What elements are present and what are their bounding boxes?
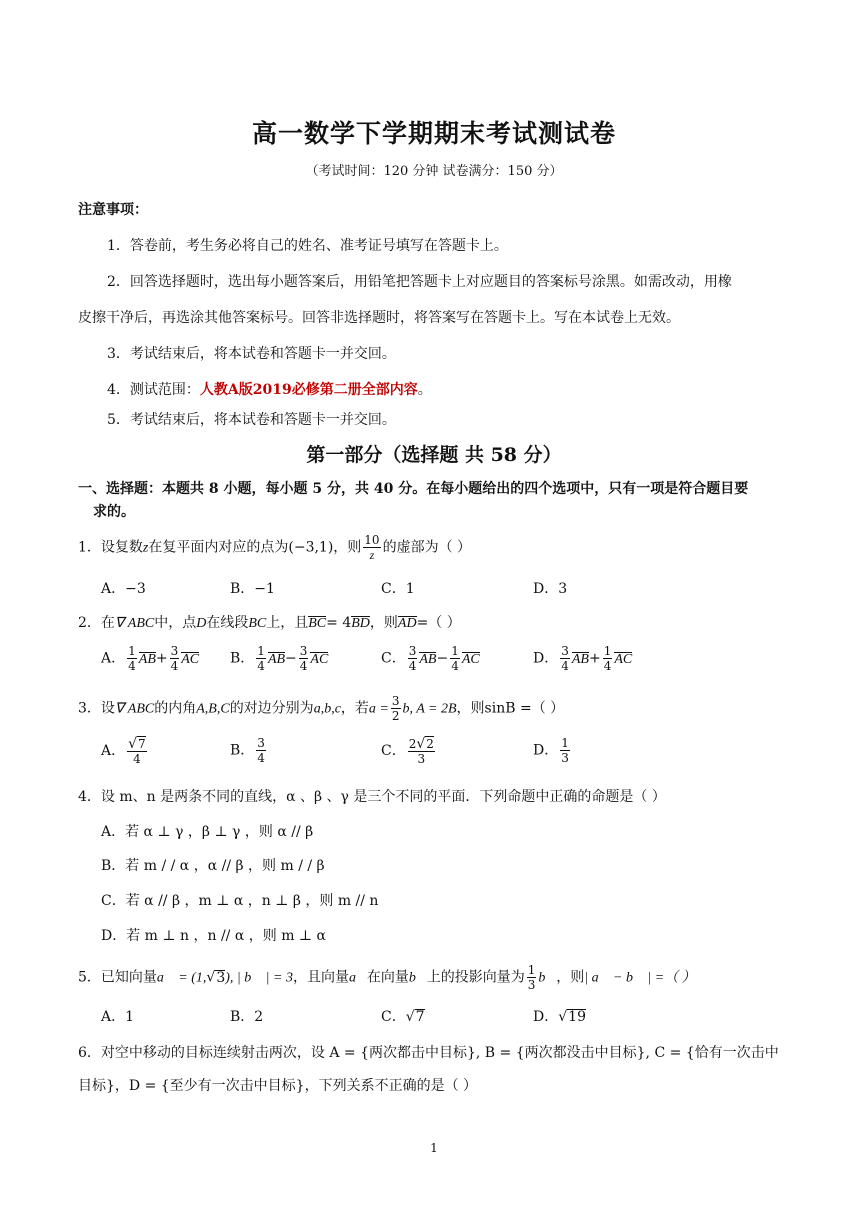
q1-option-a: A．−3 [101,581,146,597]
question-5-stem: 5．已知向量a⃗ = (1,√3), | b⃗ | = 3，且向量a⃗在向量b⃗上的投影向量为 $\frac{1}{3}$ b⃗，则| a⃗ − b⃗ | =（ ） [78,963,696,992]
q2-option-b: B． $\frac{1}{4}$ AB− $\frac{3}{4}$ AC [230,644,329,673]
q3-option-d: D． $\frac{1}{3}$ [533,736,569,765]
notice-item-4 [107,379,432,399]
q3-option-c: C． $\frac{2√2}{3}$ [381,736,434,766]
notice-item-2: 2．回答选择题时，选出每小题答案后，用铅笔把答题卡上对应题目的答案标号涂黑。如需改动，用橡 [107,274,732,290]
notice-heading: 注意事项： [78,202,148,218]
q1-var-z: z [142,540,149,556]
q2-option-d: D． $\frac{3}{4}$ AB+ $\frac{1}{4}$ AC [533,644,633,673]
question-2-stem: 2．在∇ ABC中，点D在线段BC上，且BC= 4BD，则AD=（ ） [78,615,461,631]
q5-option-d: D．√19 [533,1009,586,1025]
question-6-stem-line2: 目标}，D = {至少有一次击中目标}，下列关系不正确的是（ ） [78,1078,478,1094]
page-title: 高一数学下学期期末考试测试卷 [251,119,616,148]
q4-option-b: B．若 m / / α ，α // β ，则 m / / β [101,858,325,874]
q1-point: (−3,1) [288,539,334,556]
q5-option-c: C．√7 [381,1009,425,1025]
q5-option-b: B．2 [230,1009,264,1025]
q1-text-c: 在复平面内对应的点为 [148,539,289,556]
q3-option-b: B． $\frac{3}{4}$ [230,736,265,765]
page-subtitle: （考试时间：120 分钟 试卷满分：150 分） [305,164,563,179]
part-title: 第一部分（选择题 共 58 分） [306,444,562,466]
q1-text-a: 1．设复数 [78,539,143,556]
q4-option-c: C．若 α // β ，m ⊥ α ，n ⊥ β ，则 m // n [101,893,379,909]
q1-text-f: 的虚部为（ ） [382,539,472,556]
q1-option-c: C．1 [381,581,415,597]
q3-option-a: A． $\frac{√7}{4}$ [101,736,146,766]
test-scope: 人教A版2019必修第二册全部内容 [199,382,418,398]
notice-item-1: 1．答卷前，考生务必将自己的姓名、准考证号填写在答题卡上。 [107,238,508,254]
section-heading-line2: 求的。 [93,504,135,520]
q1-fraction: $\frac{10}{z}$ [364,533,380,562]
notice-item-2-cont: 皮擦干净后，再选涂其他答案标号。回答非选择题时，将答案写在答题卡上。写在本试卷上无效。 [78,310,680,326]
section-heading-line1: 一、选择题：本题共 8 小题，每小题 5 分，共 40 分。在每小题给出的四个选项中，只有一项是符合题目要 [78,481,749,497]
question-1-stem [78,533,471,562]
question-3-stem: 3．设∇ ABC的内角A,B,C的对边分别为a,b,c，若a = $\frac{3}{2}$ b, A = 2B，则sinB =（ ） [78,694,565,723]
notice-item-3: 3．考试结束后，将本试卷和答题卡一并交回。 [107,346,396,362]
notice-item-4-end: 。 [417,382,432,398]
q1-option-d: D．3 [533,581,568,597]
page-number: 1 [430,1141,438,1155]
q2-option-c: C． $\frac{3}{4}$ AB− $\frac{1}{4}$ AC [381,644,480,673]
q1-option-b: B．−1 [230,581,275,597]
q4-option-a: A．若 α ⊥ γ ，β ⊥ γ ，则 α // β [101,824,314,840]
q2-option-a: A． $\frac{1}{4}$ AB+ $\frac{3}{4}$ AC [101,644,200,673]
q4-option-d: D．若 m ⊥ n ，n // α ，则 m ⊥ α [101,928,326,944]
question-6-stem-line1: 6．对空中移动的目标连续射击两次，设 A = {两次都击中目标}, B = {两次都没击中目标}, C = {恰有一次击中 [78,1045,779,1061]
q5-option-a: A．1 [101,1009,135,1025]
question-4-stem: 4．设 m、n 是两条不同的直线，α 、β 、γ 是三个不同的平面．下列命题中正确的命题是（ ） [78,789,666,805]
notice-item-5: 5．考试结束后，将本试卷和答题卡一并交回。 [107,412,396,428]
q1-text-e: ，则 [333,539,362,556]
notice-item-4-label: 4．测试范围： [107,382,200,398]
